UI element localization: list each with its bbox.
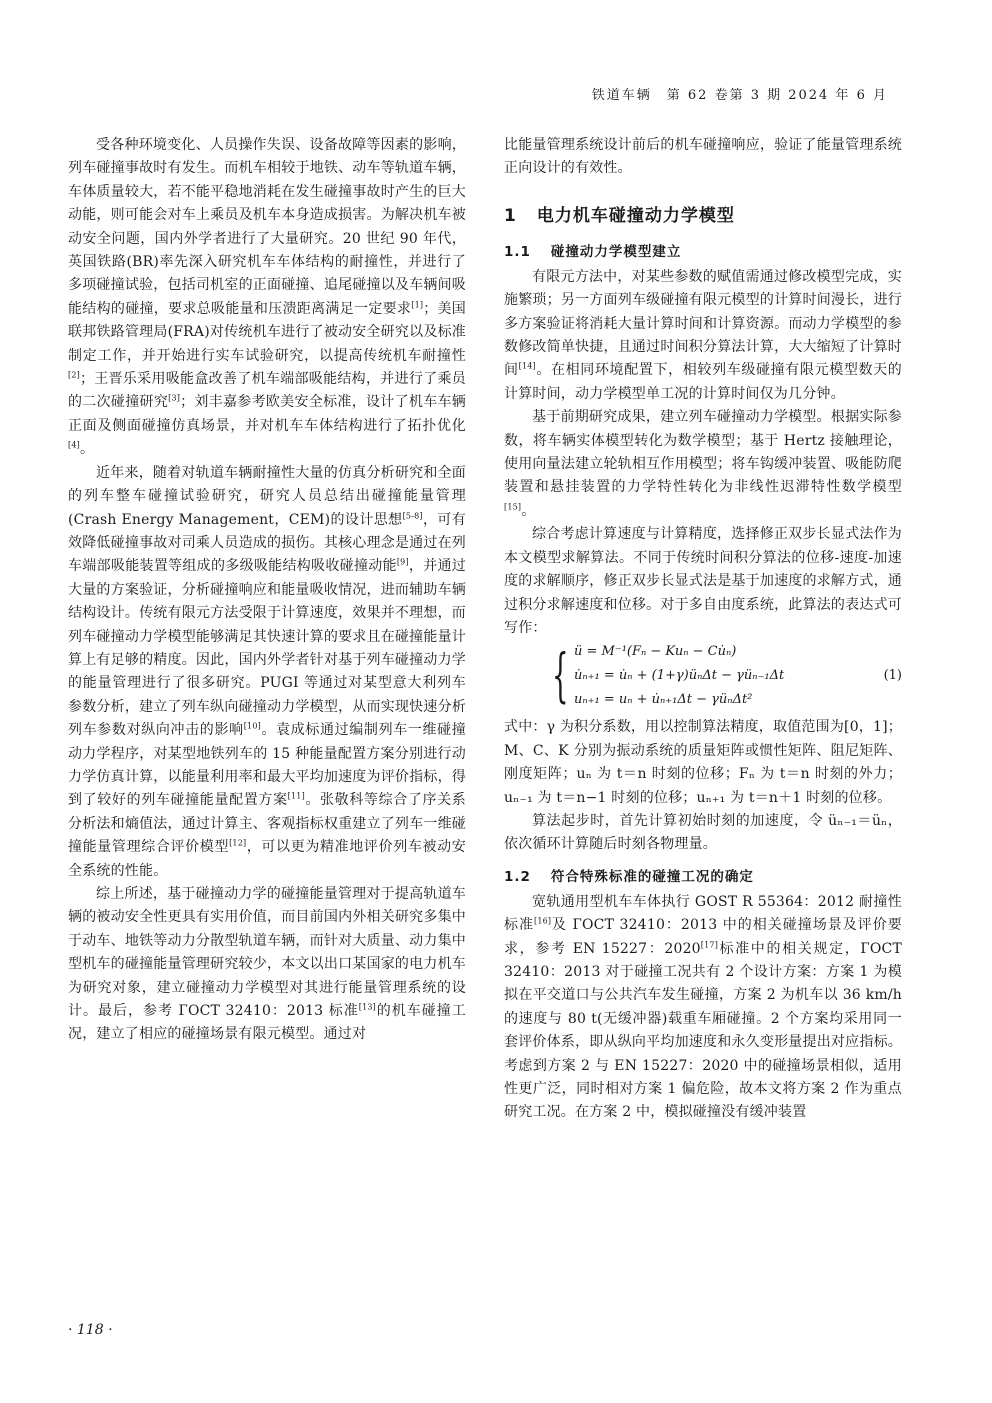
citation: [13] [358,1002,376,1012]
paragraph-algorithm-start: 算法起步时，首先计算初始时刻的加速度，令 üₙ₋₁＝üₙ，依次循环计算随后时刻各物理量。 [504,812,902,853]
page-number: · 118 · [68,1322,113,1338]
running-header: 铁道车辆 第 62 卷第 3 期 2024 年 6 月 [591,88,888,103]
paragraph-variable-definitions: 式中：γ 为积分系数，用以控制算法精度，取值范围为[0，1]；M、C、K 分别为振动系统的质量矩阵或惯性矩阵、阻尼矩阵、刚度矩阵；uₙ 为 t＝n 时刻的位移；Fₙ 为 t＝n 时刻的外力；uₙ₋₁ 为 t＝n−1 时刻的位移；uₙ₊₁ 为 t＝n＋1 时刻的位移。 [504,719,902,806]
equation-number: (1) [883,668,902,684]
citation: [12] [229,838,247,848]
subsection-heading-1-2: 1.2 符合特殊标准的碰撞工况的确定 [504,868,754,885]
citation: [14] [518,361,536,371]
section-heading-1: 1 电力机车碰撞动力学模型 [504,205,735,226]
citation: [1] [411,300,424,310]
citation: [10] [243,721,261,731]
continued-paragraph: 比能量管理系统设计前后的机车碰撞响应，验证了能量管理系统正向设计的有效性。 [504,137,902,177]
citation: [3] [168,393,181,403]
equation-brace: { [552,641,569,710]
citation: [17] [700,939,719,949]
paragraph-model-setup: 基于前期研究成果，建立列车碰撞动力学模型。根据实际参数，将车辆实体模型转化为数学模型；基于 Hertz 接触理论，使用向量法建立轮轨相互作用模型；将车钩缓冲装置、吸能防爬装置和悬挂装置的力学特性转化为非线性迟滞特性数学模型[15]。 [504,409,902,519]
subsection-heading-1-1: 1.1 碰撞动力学模型建立 [504,243,682,260]
citation: [4] [68,440,80,450]
equation-line: u̇ₙ₊₁ = u̇ₙ + (1+γ)üₙΔt − γüₙ₋₁Δt [574,668,785,684]
equation-1 [504,642,902,712]
left-column [68,134,466,1047]
citation: [11] [287,791,305,801]
intro-paragraph-3: 综上所述，基于碰撞动力学的碰撞能量管理对于提高轨道车辆的被动安全性更具有实用价值，而目前国内外相关研究多集中于动车、地铁等动力分散型轨道车辆，而针对大质量、动力集中型机车的碰撞能量管理研究较少，本文以出口某国家的电力机车为研究对象，建立碰撞动力学模型对其进行能量管理系统的设计。最后，参考 ГОСТ 32410：2013 标准[13]的机车碰撞工况，建立了相应的碰撞场景有限元模型。通过对 [68,886,466,1043]
citation: [5-8] [402,510,423,520]
citation: [9] [396,557,409,567]
equation-line: ü = M⁻¹(Fₙ − Kuₙ − Cu̇ₙ) [574,644,737,660]
citation: [2] [68,370,80,380]
intro-paragraph-2: 近年来，随着对轨道车辆耐撞性大量的仿真分析研究和全面的列车整车碰撞试验研究，研究人员总结出碰撞能量管理(Crash Energy Management，CEM)的设计思想[5-8]，可有效降低碰撞事故对司乘人员造成的损伤。其核心理念是通过在列车端部吸能装置等组成的多级吸能结构吸收碰撞动能[9]，并通过大量的方案验证，分析碰撞响应和能量吸收情况，进而辅助车辆结构设计。传统有限元方法受限于计算速度，效果并不理想，而列车碰撞动力学模型能够满足其快速计算的要求且在碰撞能量计算上有足够的精度。因此，国内外学者针对基于列车碰撞动力学的能量管理进行了很多研究。PUGI 等通过对某型意大利列车参数分析，建立了列车纵向碰撞动力学模型，从而实现快速分析列车参数对纵向冲击的影响[10]。袁成标通过编制列车一维碰撞动力学程序，对某型地铁列车的 15 种能量配置方案分别进行动力学仿真计算，以能量利用率和最大平均加速度为评价指标，得到了较好的列车碰撞能量配置方案[11]。张敬科等综合了序关系分析法和熵值法，通过计算主、客观指标权重建立了列车一维碰撞能量管理综合评价模型[12]，可以更为精准地评价列车被动安全系统的性能。 [68,464,466,879]
citation: [15] [504,502,522,512]
right-column [504,134,902,1125]
paragraph-fem-vs-dynamics: 有限元方法中，对某些参数的赋值需通过修改模型完成，实施繁琐；另一方面列车级碰撞有限元模型的计算时间漫长，进行多方案验证将消耗大量计算时间和计算资源。而动力学模型的参数修改简单快捷，且通过时间积分算法计算，大大缩短了计算时间[14]。在相同环境配置下，相较列车级碰撞有限元模型数天的计算时间，动力学模型单工况的计算时间仅为几分钟。 [504,268,903,402]
paragraph-algorithm: 综合考虑计算速度与计算精度，选择修正双步长显式法作为本文模型求解算法。不同于传统时间积分算法的位移-速度-加速度的求解顺序，修正双步长显式法是基于加速度的求解方式，通过积分求解速度和位移。对于多自由度系统，此算法的表达式可写作： [504,526,902,636]
equation-line: uₙ₊₁ = uₙ + u̇ₙ₊₁Δt − γüₙΔt² [574,692,753,708]
citation: [16] [534,916,552,926]
paragraph-collision-scenarios: 宽轨通用型机车车体执行 GOST R 55364：2012 耐撞性标准[16]及 ГОСТ 32410：2013 中的相关碰撞场景及评价要求，参考 EN 15227：2020[17]标准中的相关规定，ГОСТ 32410：2013 对于碰撞工况共有 2 个设计方案：方案 1 为模拟在平交道口与公共汽车发生碰撞，方案 2 为机车以 36 km/h 的速度与 80 t(无缓冲器)载重车厢碰撞。2 个方案均采用同一套评价体系，即从纵向平均加速度和永久变形量提出对应指标。考虑到方案 2 与 EN 15227：2020 中的碰撞场景相似，适用性更广泛，同时相对方案 1 偏危险，故本文将方案 2 作为重点研究工况。在方案 2 中，模拟碰撞没有缓冲装置 [504,893,903,1121]
intro-paragraph-1: 受各种环境变化、人员操作失误、设备故障等因素的影响，列车碰撞事故时有发生。而机车相较于地铁、动车等轨道车辆，车体质量较大，若不能平稳地消耗在发生碰撞事故时产生的巨大动能，则可能会对车上乘员及机车本身造成损害。为解决机车被动安全问题，国内外学者进行了大量研究。20 世纪 90 年代，英国铁路(BR)率先深入研究机车车体结构的耐撞性，并进行了多项碰撞试验，包括司机室的正面碰撞、追尾碰撞以及车辆间吸能结构的碰撞，要求总吸能量和压溃距离满足一定要求[1]；美国联邦铁路管理局(FRA)对传统机车进行了被动安全研究以及标准制定工作，并开始进行实车试验研究，以提高传统机车耐撞性[2]；王晋乐采用吸能盒改善了机车端部吸能结构，并进行了乘员的二次碰撞研究[3]；刘丰嘉参考欧美安全标准，设计了机车车辆正面及侧面碰撞仿真场景，并对机车车体结构进行了拓扑优化[4]。 [68,137,467,458]
